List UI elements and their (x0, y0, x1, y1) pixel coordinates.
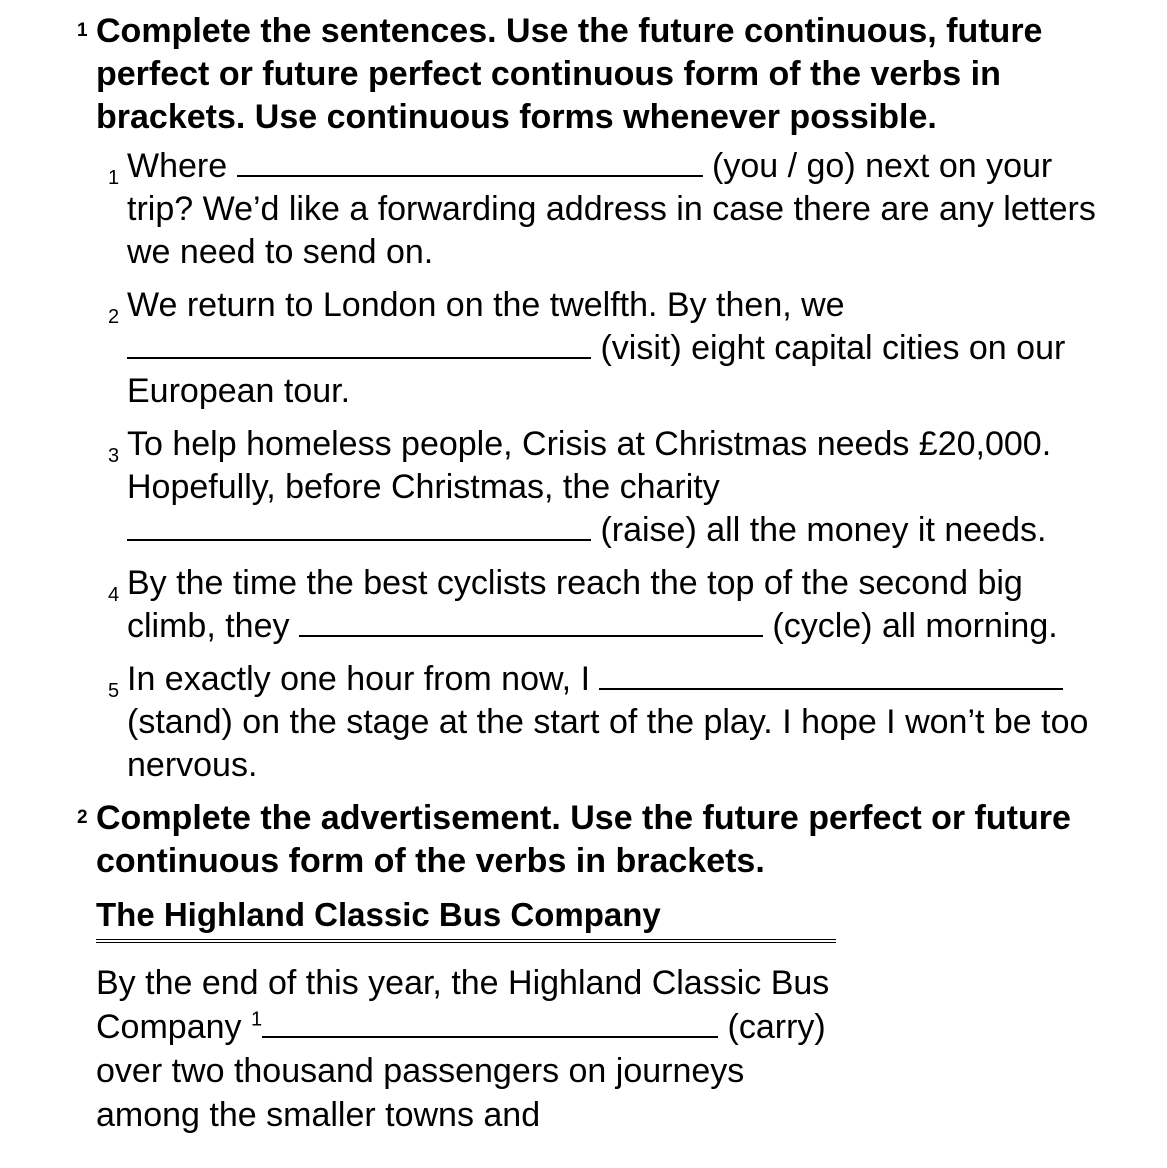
exercise-item (0, 562, 1097, 648)
item-text-after: (visit) eight capital cities on our European tour. (127, 329, 1066, 410)
answer-blank[interactable] (299, 605, 763, 637)
advertisement-body (96, 961, 836, 1137)
exercise-item (0, 658, 1097, 787)
item-text-before: Where (127, 147, 237, 185)
exercise-2 (0, 797, 1167, 883)
answer-blank[interactable] (127, 509, 591, 541)
item-number: 2 (108, 306, 120, 328)
item-text-before: To help homeless people, Crisis at Christmas needs £20,000. Hopefully, before Christmas, the charity (127, 425, 1052, 506)
exercise-item (0, 423, 1097, 552)
item-text-after: (you / go) next on your trip? We’d like a forwarding address in case there are any letters we need to send on. (127, 147, 1096, 271)
exercise-2-instructions: Complete the advertisement. Use the future perfect or future continuous form of the verbs in brackets. (96, 799, 1071, 880)
item-number: 1 (108, 167, 120, 189)
exercise-1-items (0, 145, 1167, 787)
answer-blank[interactable] (599, 658, 1063, 690)
exercise-1 (0, 10, 1167, 139)
item-number: 3 (108, 445, 120, 467)
ad-text-after: (carry) over two thousand passengers on journeys among the smaller towns and (96, 1008, 826, 1134)
item-text-before: By the time the best cyclists reach the top of the second big climb, they (127, 564, 1023, 645)
exercise-1-instructions: Complete the sentences. Use the future continuous, future perfect or future perfect continuous form of the verbs in brackets. Use continuous forms whenever possible. (96, 12, 1043, 136)
item-text-before: In exactly one hour from now, I (127, 660, 600, 698)
item-number: 5 (108, 680, 120, 702)
answer-blank[interactable] (127, 327, 591, 359)
answer-blank[interactable] (237, 145, 703, 177)
exercise-item (0, 284, 1097, 413)
exercise-item (0, 145, 1097, 274)
item-text-after: (stand) on the stage at the start of the play. I hope I won’t be too nervous. (127, 703, 1089, 784)
item-number: 4 (108, 584, 120, 606)
gap-number: 1 (250, 1008, 263, 1031)
item-text-after: (cycle) all morning. (762, 607, 1058, 645)
ad-text-before: By the end of this year, the Highland Classic Bus Company (96, 964, 830, 1046)
item-text-after: (raise) all the money it needs. (591, 511, 1047, 549)
answer-blank[interactable] (262, 1006, 718, 1038)
exercise-2-number: 2 (77, 807, 88, 828)
item-text-before: We return to London on the twelfth. By then, we (127, 286, 845, 324)
exercise-1-number: 1 (77, 20, 88, 41)
advertisement-title: The Highland Classic Bus Company (96, 893, 836, 943)
